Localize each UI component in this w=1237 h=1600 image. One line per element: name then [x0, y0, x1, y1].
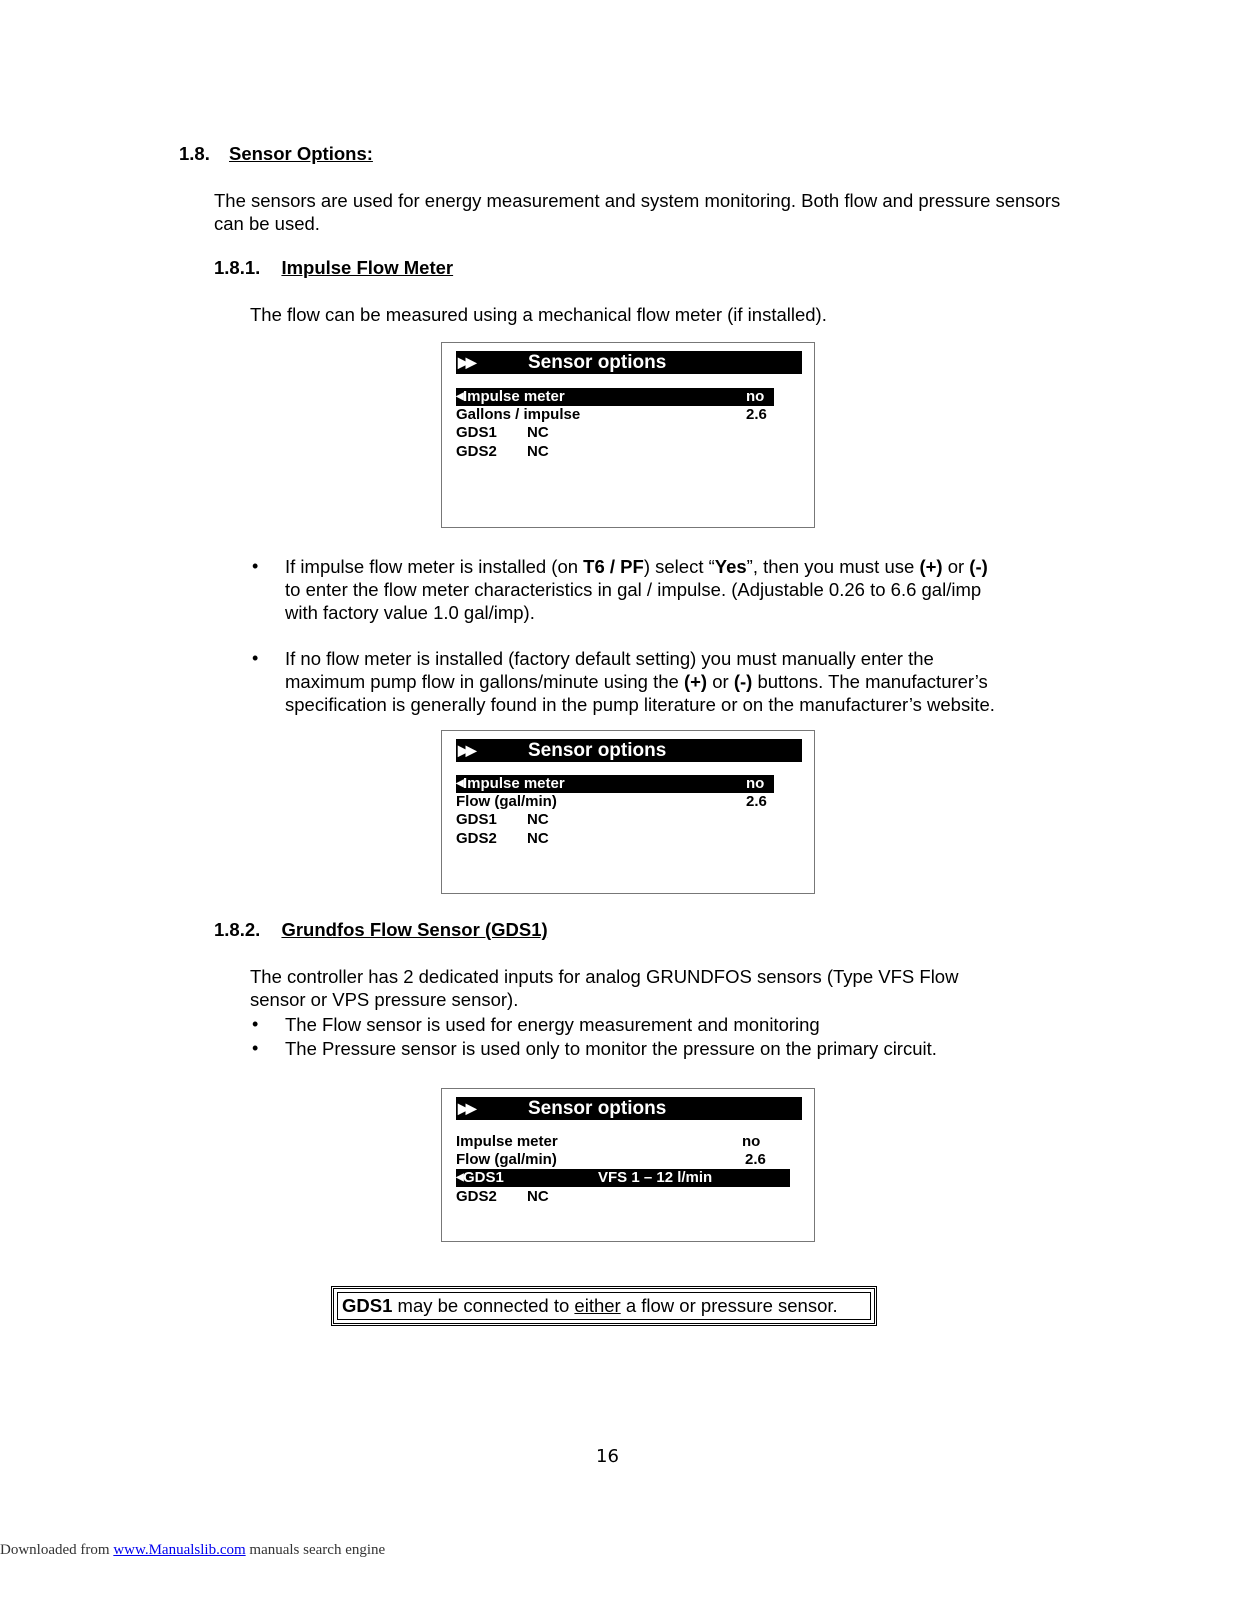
screen-row	[456, 1151, 786, 1169]
subsection-title: Impulse Flow Meter	[281, 257, 454, 278]
row-value: NC	[527, 443, 549, 460]
lcd-screen-2	[441, 730, 815, 894]
screen-title: Sensor options	[528, 352, 667, 373]
row-label: Flow (gal/min)	[456, 793, 557, 810]
screen-row-selected[interactable]	[456, 1169, 790, 1187]
screen-row	[456, 1188, 786, 1206]
subsection-heading-1	[214, 257, 453, 279]
bullet-icon: •	[252, 1014, 259, 1034]
note-text: GDS1 may be connected to either a flow or pressure sensor.	[337, 1292, 871, 1320]
screen-row	[456, 424, 786, 442]
screen-title: Sensor options	[528, 740, 667, 761]
row-value: NC	[527, 1188, 549, 1205]
intro-paragraph: The sensors are used for energy measurement and system monitoring. Both flow and pressure sensors can be used.	[214, 190, 1061, 234]
row-label: GDS2	[456, 830, 497, 847]
footer	[0, 1542, 385, 1559]
screen-title: Sensor options	[528, 1098, 667, 1119]
nav-arrows-icon: ▶▶	[458, 354, 474, 370]
row-label: GDS2	[456, 443, 497, 460]
subsection-heading-2	[214, 919, 548, 941]
screen-row-selected[interactable]	[456, 388, 774, 406]
row-value: NC	[527, 830, 549, 847]
screen-row	[456, 443, 786, 461]
lcd-screen-3	[441, 1088, 815, 1242]
lcd-screen-1	[441, 342, 815, 528]
screen-row	[456, 830, 786, 848]
row-value: VFS 1 – 12 l/min	[598, 1169, 713, 1186]
footer-link[interactable]: www.Manualslib.com	[113, 1542, 246, 1558]
row-label: GDS1	[456, 424, 497, 441]
row-value: 2.6	[745, 1151, 766, 1168]
subsection-number: 1.8.2.	[214, 919, 261, 940]
bullet-1-text: If impulse flow meter is installed (on T6 / PF) select “Yes”, then you must use (+) or (-) to enter the flow meter characteristics in gal / impulse. (Adjustable 0.26 to 6.6 gal/imp with factory value 1.0 gal/imp).	[285, 556, 988, 623]
row-value: no	[746, 388, 765, 405]
note-box	[331, 1286, 877, 1326]
row-value: NC	[527, 424, 549, 441]
cursor-icon: ◀	[456, 391, 464, 402]
nav-arrows-icon: ▶▶	[458, 742, 474, 758]
section-number: 1.8.	[179, 143, 210, 164]
subsection-title: Grundfos Flow Sensor (GDS1)	[281, 919, 548, 940]
row-value: NC	[527, 811, 549, 828]
subsection-text: The flow can be measured using a mechanical flow meter (if installed).	[250, 304, 827, 325]
footer-prefix: Downloaded from	[0, 1542, 114, 1558]
row-value: no	[742, 1133, 761, 1150]
row-label: Flow (gal/min)	[456, 1151, 557, 1168]
nav-arrows-icon: ▶▶	[458, 1100, 474, 1116]
section-title: Sensor Options:	[229, 143, 373, 164]
screen-title-bar	[456, 1097, 802, 1120]
screen-row	[456, 793, 786, 811]
row-value: no	[746, 775, 765, 792]
row-value: 2.6	[746, 406, 767, 423]
bullet-icon: •	[252, 556, 259, 576]
subsection-number: 1.8.1.	[214, 257, 261, 278]
bullet-icon: •	[252, 648, 259, 668]
row-label: GDS2	[456, 1188, 497, 1205]
bullet-text: The Pressure sensor is used only to monitor the pressure on the primary circuit.	[285, 1038, 937, 1059]
screen-row	[456, 1133, 786, 1151]
section-heading	[179, 143, 373, 165]
row-label: Impulse meter	[463, 388, 565, 405]
row-value: 2.6	[746, 793, 767, 810]
subsection-text: The controller has 2 dedicated inputs for analog GRUNDFOS sensors (Type VFS Flow sensor or VPS pressure sensor).	[250, 966, 959, 1010]
screen-row	[456, 406, 786, 424]
bullet-2-text: If no flow meter is installed (factory default setting) you must manually enter the maximum pump flow in gallons/minute using the (+) or (-) buttons. The manufacturer’s specification is generally found in the pump literature or on the manufacturer’s website.	[285, 648, 995, 715]
screen-title-bar	[456, 351, 802, 374]
row-label: Impulse meter	[456, 1133, 558, 1150]
cursor-icon: ◀	[456, 1172, 464, 1183]
page-number: 16	[596, 1446, 619, 1467]
screen-row	[456, 811, 786, 829]
screen-row-selected[interactable]	[456, 775, 774, 793]
row-label: GDS1	[456, 811, 497, 828]
screen-title-bar	[456, 739, 802, 762]
bullet-icon: •	[252, 1038, 259, 1058]
bullet-text: The Flow sensor is used for energy measurement and monitoring	[285, 1014, 820, 1035]
row-label: GDS1	[463, 1169, 504, 1186]
cursor-icon: ◀	[456, 778, 464, 789]
footer-suffix: manuals search engine	[245, 1542, 386, 1558]
row-label: Impulse meter	[463, 775, 565, 792]
row-label: Gallons / impulse	[456, 406, 581, 423]
